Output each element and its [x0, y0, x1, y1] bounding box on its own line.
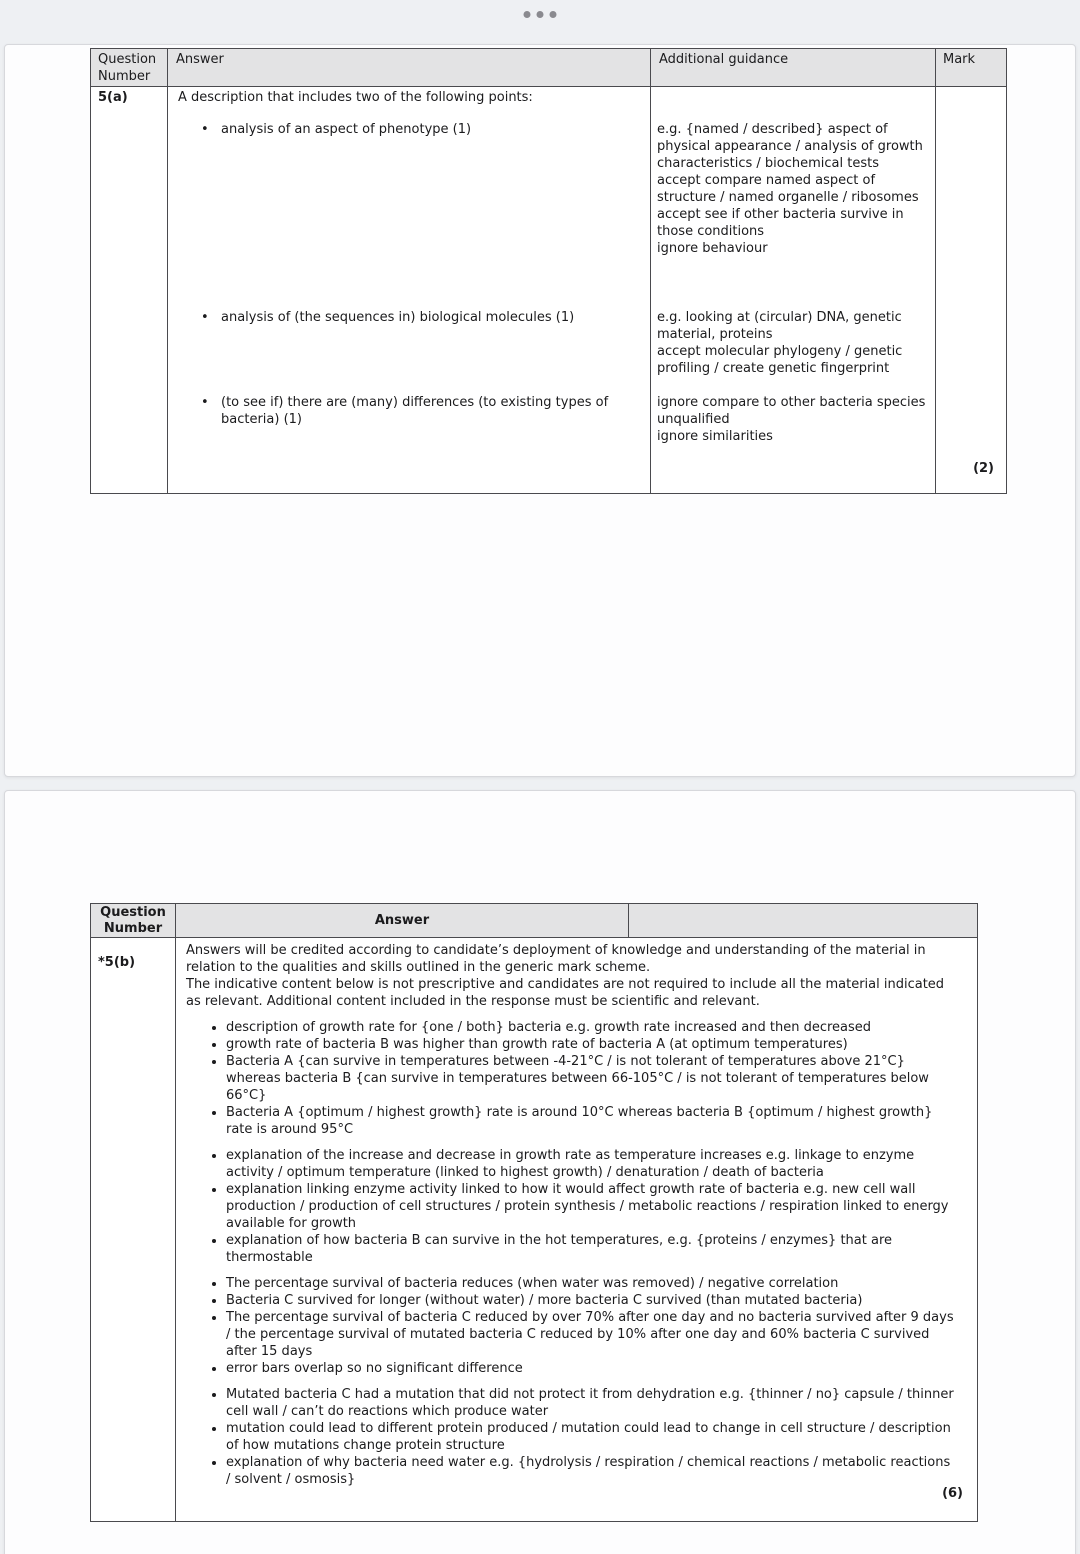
document-page-2: [4, 790, 1076, 1554]
guidance-line: ignore compare to other bacteria species unqualified: [657, 395, 926, 427]
bullet-item: • explanation of how bacteria B can survive in the hot temperatures, e.g. {proteins / enzymes} that are thermostable: [226, 1232, 957, 1266]
guidance-line: accept see if other bacteria survive in those conditions: [657, 207, 904, 239]
mark-value: (6): [942, 1486, 963, 1501]
guidance-paragraph: [657, 309, 935, 377]
bullet-item: • mutation could lead to different protein produced / mutation could lead to change in cell structure / description of how mutations change protein structure: [226, 1420, 957, 1454]
column-header-question-number: Question Number: [91, 904, 176, 937]
table-row: [91, 938, 977, 1521]
cell-additional-guidance: [651, 87, 936, 493]
guidance-line: e.g. {named / described} aspect of physical appearance / analysis of growth characteristics / biochemical tests: [657, 122, 923, 171]
bullet-icon: •: [201, 395, 209, 410]
answer-preamble: [186, 942, 963, 1010]
cell-answer: [168, 87, 651, 493]
dot-icon: [524, 11, 531, 18]
cell-question-number: [91, 938, 176, 1521]
guidance-paragraph: [657, 394, 935, 445]
bullet-group: [186, 1275, 963, 1377]
mark-scheme-table-5a: [90, 48, 1007, 494]
guidance-line: e.g. looking at (circular) DNA, genetic material, proteins: [657, 310, 902, 342]
bullet-item: • explanation of the increase and decrease in growth rate as temperature increases e.g. linkage to enzyme activity / optimum temperature (linked to highest growth) / denaturation / death of bacteria: [226, 1147, 957, 1181]
column-header-additional-guidance: Additional guidance: [651, 49, 936, 86]
column-header-question-number: Question Number: [91, 49, 168, 86]
table-header-row: [91, 49, 1006, 87]
table-header-row: [91, 904, 977, 938]
bullet-icon: •: [201, 310, 209, 325]
cell-answer: [176, 938, 977, 1521]
more-dots-handle[interactable]: [524, 11, 557, 18]
guidance-line: ignore behaviour: [657, 241, 768, 256]
bullet-text: analysis of an aspect of phenotype (1): [221, 122, 472, 137]
bullet-item: [201, 394, 644, 428]
bullet-item: • Bacteria A {optimum / highest growth} rate is around 10°C whereas bacteria B {optimum / highest growth} rate is around 95°C: [226, 1104, 957, 1138]
bullet-item: • explanation of why bacteria need water e.g. {hydrolysis / respiration / chemical reactions / metabolic reactions / solvent / osmosis}: [226, 1454, 957, 1488]
dot-icon: [550, 11, 557, 18]
question-number: 5(a): [98, 90, 128, 105]
preamble-paragraph: The indicative content below is not prescriptive and candidates are not required to include all the material indicated as relevant. Additional content included in the response must be scientific and relevant.: [186, 977, 945, 1009]
preamble-paragraph: Answers will be credited according to candidate’s deployment of knowledge and understanding of the material in relation to the qualities and skills outlined in the generic mark scheme.: [186, 943, 926, 975]
bullet-item: [201, 309, 644, 326]
answer-intro: A description that includes two of the following points:: [178, 90, 533, 105]
bullet-item: • description of growth rate for {one / both} bacteria e.g. growth rate increased and then decreased: [226, 1019, 957, 1036]
bullet-item: • The percentage survival of bacteria C reduced by over 70% after one day and no bacteria survived after 9 days / the percentage survival of mutated bacteria C reduced by 10% after one day and 60% bacteria C survived after 15 days: [226, 1309, 957, 1360]
dot-icon: [537, 11, 544, 18]
mark-value: (2): [973, 461, 994, 476]
bullet-text: analysis of (the sequences in) biological molecules (1): [221, 310, 575, 325]
bullet-item: • explanation linking enzyme activity linked to how it would affect growth rate of bacteria e.g. new cell wall production / production of cell structures / protein synthesis / metabolic reactions / respiration linked to energy available for growth: [226, 1181, 957, 1232]
cell-question-number: [91, 87, 168, 493]
mark-scheme-table-5b: [90, 903, 978, 1522]
bullet-item: • The percentage survival of bacteria reduces (when water was removed) / negative correlation: [226, 1275, 957, 1292]
cell-mark: [936, 87, 1006, 493]
bullet-text: (to see if) there are (many) differences (to existing types of bacteria) (1): [221, 395, 609, 427]
guidance-line: ignore similarities: [657, 429, 773, 444]
question-number: *5(b): [98, 955, 136, 970]
bullet-item: [201, 121, 644, 138]
bullet-item: • Bacteria C survived for longer (without water) / more bacteria C survived (than mutated bacteria): [226, 1292, 957, 1309]
column-header-answer: Answer: [168, 49, 651, 86]
guidance-paragraph: [657, 121, 935, 257]
bullet-item: • Bacteria A {can survive in temperatures between -4-21°C / is not tolerant of temperatures above 21°C} whereas bacteria B {can survive in temperatures between 66-105°C / is not tolerant of temperatures below 66°C}: [226, 1053, 957, 1104]
bullet-item: • Mutated bacteria C had a mutation that did not protect it from dehydration e.g. {thinner / no} capsule / thinner cell wall / can’t do reactions which produce water: [226, 1386, 957, 1420]
guidance-line: accept compare named aspect of structure / named organelle / ribosomes: [657, 173, 919, 205]
bullet-item: • error bars overlap so no significant difference: [226, 1360, 957, 1377]
guidance-line: accept molecular phylogeny / genetic profiling / create genetic fingerprint: [657, 344, 903, 376]
document-page-1: [4, 44, 1076, 777]
bullet-group: [186, 1019, 963, 1138]
bullet-item: • growth rate of bacteria B was higher than growth rate of bacteria A (at optimum temperatures): [226, 1036, 957, 1053]
bullet-group: [186, 1386, 963, 1488]
column-header-mark: Mark: [943, 52, 976, 67]
bullet-icon: •: [201, 122, 209, 137]
column-header-empty: [629, 904, 977, 937]
table-row: [91, 87, 1006, 493]
bullet-group: [186, 1147, 963, 1266]
column-header-answer: Answer: [176, 904, 629, 937]
